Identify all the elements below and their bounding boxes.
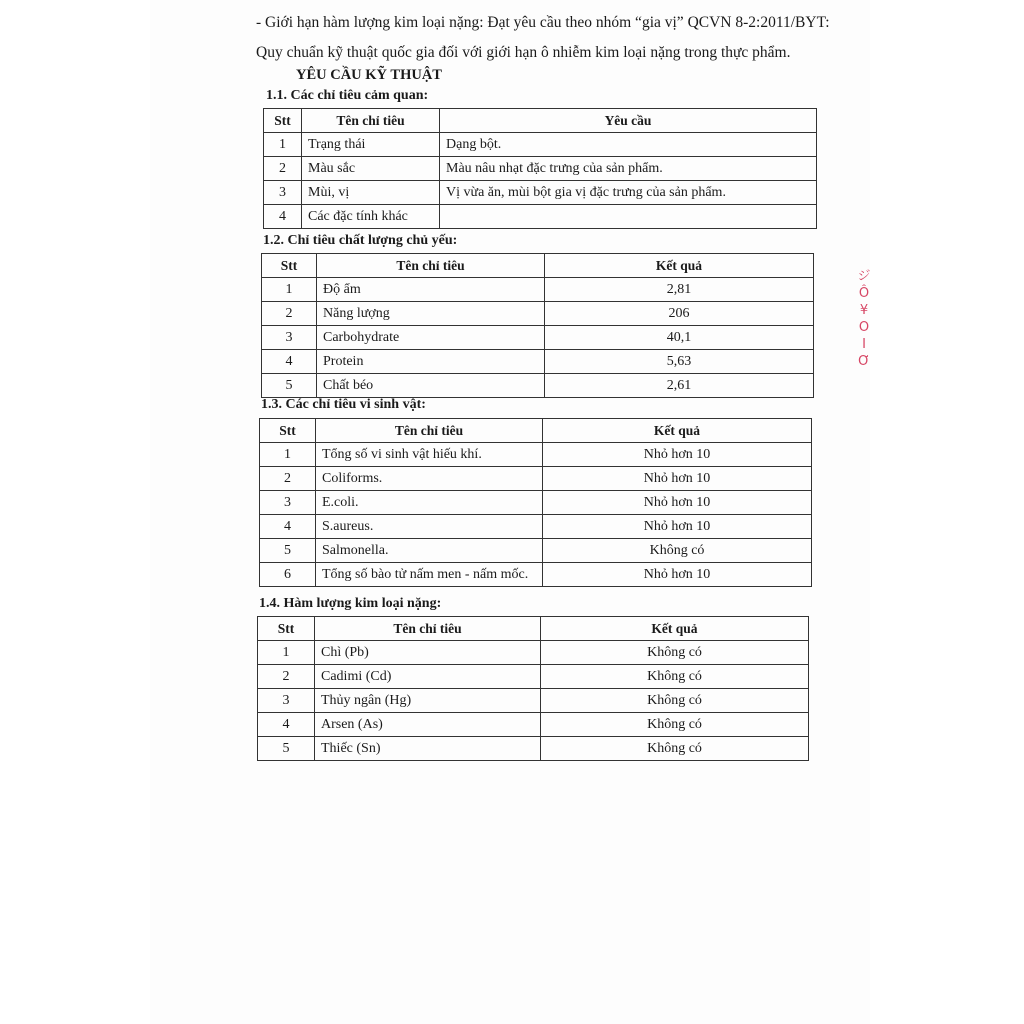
row-number-cell: 4 xyxy=(264,205,302,229)
row-number-cell: 5 xyxy=(262,374,317,398)
micro-table xyxy=(259,418,812,587)
criterion-name-cell: Protein xyxy=(317,350,545,374)
table-header-row xyxy=(264,109,817,133)
criterion-name-cell: Độ ẩm xyxy=(317,278,545,302)
table-row xyxy=(264,181,817,205)
row-number-cell: 1 xyxy=(260,443,316,467)
row-number-cell: 6 xyxy=(260,563,316,587)
result-cell: Không có xyxy=(541,689,809,713)
row-number-cell: 2 xyxy=(258,665,315,689)
row-number-cell: 4 xyxy=(258,713,315,737)
table-row xyxy=(260,443,812,467)
column-header: Stt xyxy=(260,419,316,443)
column-header: Tên chỉ tiêu xyxy=(317,254,545,278)
criterion-name-cell: Tổng số vi sinh vật hiếu khí. xyxy=(316,443,543,467)
criterion-name-cell: Màu sắc xyxy=(302,157,440,181)
table-row xyxy=(258,689,809,713)
result-cell: Màu nâu nhạt đặc trưng của sản phẩm. xyxy=(440,157,817,181)
row-number-cell: 2 xyxy=(260,467,316,491)
sensory-heading: 1.1. Các chỉ tiêu cảm quan: xyxy=(266,88,429,103)
result-cell: 40,1 xyxy=(545,326,814,350)
column-header: Tên chỉ tiêu xyxy=(302,109,440,133)
row-number-cell: 1 xyxy=(262,278,317,302)
row-number-cell: 2 xyxy=(262,302,317,326)
column-header: Kết quả xyxy=(543,419,812,443)
quality-table xyxy=(261,253,814,398)
result-cell: Nhỏ hơn 10 xyxy=(543,491,812,515)
result-cell: 2,81 xyxy=(545,278,814,302)
table-row xyxy=(260,563,812,587)
result-cell: 206 xyxy=(545,302,814,326)
micro-heading: 1.3. Các chỉ tiêu vi sinh vật: xyxy=(261,397,426,412)
table-row xyxy=(258,641,809,665)
table-row xyxy=(264,157,817,181)
table-header-row xyxy=(258,617,809,641)
result-cell: 5,63 xyxy=(545,350,814,374)
result-cell: 2,61 xyxy=(545,374,814,398)
column-header: Stt xyxy=(264,109,302,133)
column-header: Stt xyxy=(258,617,315,641)
table-row xyxy=(262,302,814,326)
table-row xyxy=(262,374,814,398)
criterion-name-cell: E.coli. xyxy=(316,491,543,515)
result-cell: Nhỏ hơn 10 xyxy=(543,563,812,587)
result-cell: Dạng bột. xyxy=(440,133,817,157)
criterion-name-cell: Thủy ngân (Hg) xyxy=(315,689,541,713)
criterion-name-cell: Salmonella. xyxy=(316,539,543,563)
row-number-cell: 1 xyxy=(258,641,315,665)
table-row xyxy=(264,205,817,229)
row-number-cell: 1 xyxy=(264,133,302,157)
row-number-cell: 5 xyxy=(260,539,316,563)
criterion-name-cell: Trạng thái xyxy=(302,133,440,157)
intro-line-2: Quy chuẩn kỹ thuật quốc gia đối với giới hạn ô nhiễm kim loại nặng trong thực phẩm. xyxy=(256,44,791,61)
table-row xyxy=(260,515,812,539)
result-cell: Vị vừa ăn, mùi bột gia vị đặc trưng của sản phẩm. xyxy=(440,181,817,205)
quality-heading: 1.2. Chỉ tiêu chất lượng chủ yếu: xyxy=(263,233,458,248)
result-cell: Nhỏ hơn 10 xyxy=(543,515,812,539)
criterion-name-cell: Mùi, vị xyxy=(302,181,440,205)
table-row xyxy=(262,350,814,374)
row-number-cell: 4 xyxy=(260,515,316,539)
result-cell: Nhỏ hơn 10 xyxy=(543,467,812,491)
result-cell: Nhỏ hơn 10 xyxy=(543,443,812,467)
table-row xyxy=(262,278,814,302)
criterion-name-cell: Chì (Pb) xyxy=(315,641,541,665)
column-header: Kết quả xyxy=(545,254,814,278)
section-title: YÊU CẦU KỸ THUẬT xyxy=(296,67,442,83)
table-header-row xyxy=(260,419,812,443)
column-header: Stt xyxy=(262,254,317,278)
criterion-name-cell: Thiếc (Sn) xyxy=(315,737,541,761)
result-cell: Không có xyxy=(541,665,809,689)
intro-line-1: - Giới hạn hàm lượng kim loại nặng: Đạt yêu cầu theo nhóm “gia vị” QCVN 8-2:2011/BYT: xyxy=(256,14,830,31)
criterion-name-cell: Carbohydrate xyxy=(317,326,545,350)
row-number-cell: 3 xyxy=(260,491,316,515)
criterion-name-cell: Coliforms. xyxy=(316,467,543,491)
row-number-cell: 4 xyxy=(262,350,317,374)
column-header: Yêu cầu xyxy=(440,109,817,133)
criterion-name-cell: Tổng số bào tử nấm men - nấm mốc. xyxy=(316,563,543,587)
column-header: Kết quả xyxy=(541,617,809,641)
row-number-cell: 3 xyxy=(262,326,317,350)
table-row xyxy=(264,133,817,157)
criterion-name-cell: Cadimi (Cd) xyxy=(315,665,541,689)
row-number-cell: 3 xyxy=(258,689,315,713)
metals-heading: 1.4. Hàm lượng kim loại nặng: xyxy=(259,596,442,611)
criterion-name-cell: Các đặc tính khác xyxy=(302,205,440,229)
criterion-name-cell: S.aureus. xyxy=(316,515,543,539)
criterion-name-cell: Năng lượng xyxy=(317,302,545,326)
result-cell: Không có xyxy=(541,713,809,737)
table-row xyxy=(260,539,812,563)
table-row xyxy=(260,491,812,515)
table-row xyxy=(260,467,812,491)
table-header-row xyxy=(262,254,814,278)
table-row xyxy=(258,665,809,689)
criterion-name-cell: Chất béo xyxy=(317,374,545,398)
row-number-cell: 5 xyxy=(258,737,315,761)
result-cell: Không có xyxy=(543,539,812,563)
row-number-cell: 2 xyxy=(264,157,302,181)
metals-table xyxy=(257,616,809,761)
table-row xyxy=(258,713,809,737)
criterion-name-cell: Arsen (As) xyxy=(315,713,541,737)
row-number-cell: 3 xyxy=(264,181,302,205)
column-header: Tên chỉ tiêu xyxy=(315,617,541,641)
result-cell xyxy=(440,205,817,229)
result-cell: Không có xyxy=(541,641,809,665)
table-row xyxy=(262,326,814,350)
red-stamp-mark: ジ Ô ¥ O I Ơ xyxy=(857,269,871,369)
table-row xyxy=(258,737,809,761)
column-header: Tên chỉ tiêu xyxy=(316,419,543,443)
result-cell: Không có xyxy=(541,737,809,761)
intro-paragraph xyxy=(256,8,846,68)
sensory-table xyxy=(263,108,817,229)
